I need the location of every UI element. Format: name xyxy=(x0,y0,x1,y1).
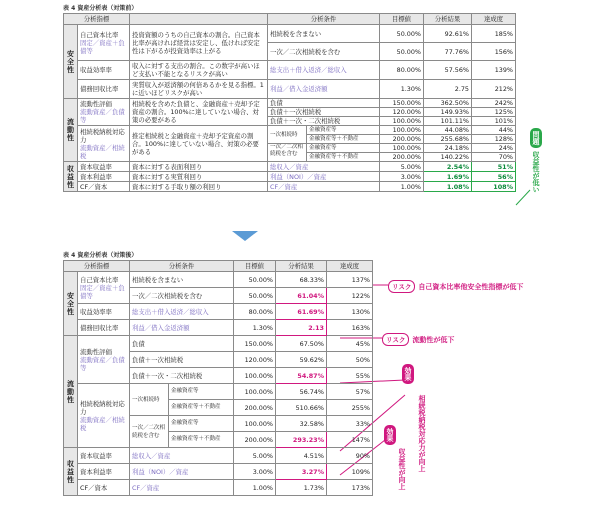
top-table-caption: 表 4 資産分析表（対策前） xyxy=(63,5,138,12)
effect-annotation-profit xyxy=(384,425,396,445)
condition-cell: 負債＋一次・二次相続税 xyxy=(130,368,234,384)
target-cell: 50.00% xyxy=(380,25,424,43)
section-label: 安全性 xyxy=(64,272,78,336)
condition-cell: 相続税を含まない xyxy=(268,25,380,43)
indicator-name: 収益効率率 xyxy=(78,304,130,320)
section-label: 流動性 xyxy=(64,336,78,448)
achievement-cell: 90% xyxy=(327,448,373,464)
condition-sub: 金融資産等 xyxy=(307,126,379,135)
table-row xyxy=(64,480,373,496)
indicator-name: 債務回収比率 xyxy=(78,80,130,99)
result-cell: 4.51% xyxy=(276,448,327,464)
achievement-cell: 147% xyxy=(327,432,373,448)
indicator-cell xyxy=(78,336,130,384)
result-cell-highlight: 3.27% xyxy=(276,464,327,480)
indicator-name: 資本利益率 xyxy=(78,172,130,182)
condition-cell: 一次／二次相続税を含む xyxy=(130,288,234,304)
achievement-cell: 45% xyxy=(327,336,373,352)
target-cell: 100.00% xyxy=(380,126,424,135)
condition-sub: 金融資産等＋不動産 xyxy=(171,404,221,410)
target-cell: 100.00% xyxy=(234,416,276,432)
condition-sub: 金融資産等 xyxy=(307,144,379,153)
condition-cell xyxy=(130,416,234,448)
indicator-desc: 資本に対する実質利回り xyxy=(130,172,268,182)
condition-cell: 負債 xyxy=(130,336,234,352)
condition-sub: 金融資産等 xyxy=(169,416,233,432)
bottom-analysis-table xyxy=(63,260,373,496)
achievement-cell: 109% xyxy=(327,464,373,480)
result-cell: 32.58% xyxy=(276,416,327,432)
target-cell: 100.00% xyxy=(234,368,276,384)
condition-main: 一次相続時 xyxy=(268,126,307,143)
achievement-cell-highlight: 51% xyxy=(472,162,516,172)
target-cell: 50.00% xyxy=(234,288,276,304)
indicator-sub: 流動資産／相続税 xyxy=(80,415,125,432)
target-cell: 3.00% xyxy=(234,464,276,480)
achievement-cell-highlight: 108% xyxy=(472,182,516,192)
section-label: 安全性 xyxy=(64,25,78,99)
target-cell: 100.00% xyxy=(380,144,424,153)
achievement-cell: 212% xyxy=(472,80,516,99)
achievement-cell: 24% xyxy=(472,144,516,153)
indicator-name: 流動性評価 xyxy=(80,347,112,356)
result-cell: 56.74% xyxy=(276,384,327,400)
condition-sub: 金融資産等＋不動産 xyxy=(309,154,359,160)
result-cell: 101.11% xyxy=(424,117,472,126)
indicator-name: 資本収益率 xyxy=(78,162,130,172)
target-cell: 200.00% xyxy=(380,135,424,144)
achievement-cell: 137% xyxy=(327,272,373,288)
condition-cell: 総収入／資産 xyxy=(130,448,234,464)
target-cell: 5.00% xyxy=(380,162,424,172)
achievement-cell: 125% xyxy=(472,108,516,117)
result-cell: 255.68% xyxy=(424,135,472,144)
table-row xyxy=(64,304,373,320)
target-cell: 3.00% xyxy=(380,172,424,182)
header-condition: 分析条件 xyxy=(130,261,234,272)
achievement-cell: 130% xyxy=(327,304,373,320)
result-cell: 24.18% xyxy=(424,144,472,153)
achievement-cell: 128% xyxy=(472,135,516,144)
indicator-name: 流動性評価 xyxy=(80,100,112,108)
achievement-cell: 156% xyxy=(472,43,516,61)
indicator-desc: 推定相続税と金融資産＋売却予定資産の割合。100%に達していない場合、対策の必要がある xyxy=(130,126,268,162)
indicator-name: 収益効率率 xyxy=(78,61,130,80)
result-cell: 2.75 xyxy=(424,80,472,99)
risk-text: 流動性が低下 xyxy=(412,335,455,344)
achievement-cell: 255% xyxy=(327,400,373,416)
indicator-name: 資本利益率 xyxy=(78,464,130,480)
target-cell: 1.30% xyxy=(234,320,276,336)
indicator-cell xyxy=(78,384,130,448)
header-achievement: 達成度 xyxy=(472,14,516,25)
achievement-cell: 33% xyxy=(327,416,373,432)
condition-cell: CF／資産 xyxy=(268,182,380,192)
result-cell-highlight: 1.08% xyxy=(424,182,472,192)
header-condition: 分析条件 xyxy=(268,14,380,25)
indicator-desc: 資本に対する表面利回り xyxy=(130,162,268,172)
achievement-cell: 122% xyxy=(327,288,373,304)
achievement-cell: 139% xyxy=(472,61,516,80)
indicator-desc: 資本に対する手取り額の利回り xyxy=(130,182,268,192)
table-row xyxy=(64,384,373,400)
effect-tag: 効果 xyxy=(402,364,414,384)
indicator-name: 自己資本比率 xyxy=(80,30,119,39)
result-cell: 44.08% xyxy=(424,126,472,135)
target-cell: 150.00% xyxy=(380,99,424,108)
achievement-cell: 57% xyxy=(327,384,373,400)
result-cell-highlight: 293.23% xyxy=(276,432,327,448)
result-cell-highlight: 54.87% xyxy=(276,368,327,384)
result-cell-highlight: 61.04% xyxy=(276,288,327,304)
condition-cell: CF／資産 xyxy=(130,480,234,496)
condition-main: 一次／二次相続税を含む xyxy=(130,416,169,447)
achievement-cell: 50% xyxy=(327,352,373,368)
section-label: 収益性 xyxy=(64,162,78,192)
condition-cell: 負債＋一次相続税 xyxy=(130,352,234,368)
condition-sub: 金融資産等＋不動産 xyxy=(171,436,221,442)
target-cell: 150.00% xyxy=(234,336,276,352)
condition-cell: 一次／二次相続税を含む xyxy=(268,43,380,61)
risk-annotation-safety xyxy=(388,280,523,293)
condition-sub: 金融資産等 xyxy=(169,384,233,400)
risk-tag: リスク xyxy=(388,280,415,293)
result-cell-highlight: 2.54% xyxy=(424,162,472,172)
result-cell: 57.56% xyxy=(424,61,472,80)
condition-cell: 利益（NOI）／資産 xyxy=(130,464,234,480)
indicator-sub: 固定／資産＋負債等 xyxy=(80,283,125,300)
problem-tag: 問題 xyxy=(530,128,542,148)
target-cell: 200.00% xyxy=(234,432,276,448)
result-cell: 149.93% xyxy=(424,108,472,117)
achievement-cell: 101% xyxy=(472,117,516,126)
indicator-name: 自己資本比率 xyxy=(80,275,119,284)
risk-text: 自己資本比率他安全性指標が低下 xyxy=(418,282,524,291)
result-cell: 140.22% xyxy=(424,153,472,162)
table-row xyxy=(64,272,373,288)
result-cell: 362.50% xyxy=(424,99,472,108)
indicator-sub: 流動資産／負債等 xyxy=(80,355,125,372)
indicator-sub: 固定／資産＋負債等 xyxy=(80,38,125,55)
table-header-row xyxy=(64,261,373,272)
result-cell: 59.62% xyxy=(276,352,327,368)
risk-tag: リスク xyxy=(382,333,409,346)
result-cell: 67.50% xyxy=(276,336,327,352)
target-cell: 100.00% xyxy=(380,117,424,126)
condition-main: 一次相続時 xyxy=(130,384,169,415)
header-achievement: 達成度 xyxy=(327,261,373,272)
indicator-desc: 実質収入が返済額の何倍あるかを見る指標。1に近いほどリスクが高い xyxy=(130,80,268,99)
target-cell: 1.30% xyxy=(380,80,424,99)
header-result: 分析結果 xyxy=(424,14,472,25)
risk-annotation-liquidity xyxy=(382,333,454,346)
indicator-desc: 投資資額のうちの自己資本の割合。自己資本比率が高ければ経営は安定し、低ければ安定性は下がるが投資効率は上がる xyxy=(130,25,268,61)
achievement-cell: 185% xyxy=(472,25,516,43)
achievement-cell: 163% xyxy=(327,320,373,336)
condition-cell: 総支出＋借入返済／総収入 xyxy=(268,61,380,80)
down-arrow-icon xyxy=(232,231,258,241)
condition-cell: 負債 xyxy=(268,99,380,108)
result-cell-highlight: 1.69% xyxy=(424,172,472,182)
problem-text: 収益性が低い xyxy=(532,151,540,193)
target-cell: 120.00% xyxy=(234,352,276,368)
table-row xyxy=(64,336,373,352)
result-cell-highlight: 61.69% xyxy=(276,304,327,320)
indicator-name: 相続税納税対応力 xyxy=(80,127,125,144)
header-result: 分析結果 xyxy=(276,261,327,272)
green-connector-line xyxy=(516,190,530,205)
condition-cell: 利益／借入金返済額 xyxy=(130,320,234,336)
indicator-sub: 流動資産／負債等 xyxy=(80,108,125,124)
target-cell: 80.00% xyxy=(234,304,276,320)
target-cell: 80.00% xyxy=(380,61,424,80)
indicator-name: 相続税納税対応力 xyxy=(80,399,125,416)
condition-cell xyxy=(130,384,234,416)
effect-annotation-tax xyxy=(402,364,414,384)
target-cell: 5.00% xyxy=(234,448,276,464)
result-cell-highlight: 2.13 xyxy=(276,320,327,336)
section-label: 流動性 xyxy=(64,99,78,162)
bottom-table-caption: 表 4 資産分析表（対策後） xyxy=(63,252,138,259)
achievement-cell: 44% xyxy=(472,126,516,135)
result-cell: 1.73% xyxy=(276,480,327,496)
target-cell: 200.00% xyxy=(234,400,276,416)
condition-cell: 負債＋一次・二次相続税 xyxy=(268,117,380,126)
condition-cell: 総収入／資産 xyxy=(268,162,380,172)
indicator-name: CF／資本 xyxy=(78,480,130,496)
condition-cell: 利益／借入金返済額 xyxy=(268,80,380,99)
target-cell: 100.00% xyxy=(234,384,276,400)
effect-text: 収益性が向上 xyxy=(398,448,406,490)
result-cell: 92.61% xyxy=(424,25,472,43)
table-row xyxy=(64,464,373,480)
header-target: 目標値 xyxy=(234,261,276,272)
condition-cell: 負債＋一次相続税 xyxy=(268,108,380,117)
result-cell: 77.76% xyxy=(424,43,472,61)
condition-main: 一次／二次相続税を含む xyxy=(268,144,307,161)
effect-tag: 効果 xyxy=(384,425,396,445)
indicator-name: CF／資本 xyxy=(78,182,130,192)
target-cell: 200.00% xyxy=(380,153,424,162)
table-row xyxy=(64,448,373,464)
condition-cell: 相続税を含まない xyxy=(130,272,234,288)
achievement-cell: 55% xyxy=(327,368,373,384)
header-target: 目標値 xyxy=(380,14,424,25)
condition-cell: 総支出＋借入返済／総収入 xyxy=(130,304,234,320)
indicator-cell xyxy=(78,272,130,304)
indicator-desc: 収入に対する支出の割合。この数字が高いほど支払い不能となるリスクが高い xyxy=(130,61,268,80)
table-row xyxy=(64,320,373,336)
header-indicator: 分析指標 xyxy=(64,261,130,272)
header-indicator: 分析指標 xyxy=(64,14,130,25)
achievement-cell: 173% xyxy=(327,480,373,496)
target-cell: 120.00% xyxy=(380,108,424,117)
effect-text: 相続税納税対応力が向上 xyxy=(418,395,426,472)
indicator-desc: 相続税を含めた負債と、金融資産＋売却予定資産の割合。100%に達していない場合、対策の必要がある xyxy=(130,99,268,126)
achievement-cell-highlight: 56% xyxy=(472,172,516,182)
indicator-name: 債務回収比率 xyxy=(78,320,130,336)
condition-cell: 利益（NOI）／資産 xyxy=(268,172,380,182)
achievement-cell: 70% xyxy=(472,153,516,162)
condition-sub: 金融資産等＋不動産 xyxy=(309,136,359,142)
indicator-name: 資本収益率 xyxy=(78,448,130,464)
result-cell: 68.33% xyxy=(276,272,327,288)
target-cell: 1.00% xyxy=(234,480,276,496)
problem-annotation xyxy=(530,128,542,193)
target-cell: 50.00% xyxy=(234,272,276,288)
indicator-sub: 流動資産／相続税 xyxy=(80,143,125,160)
achievement-cell: 242% xyxy=(472,99,516,108)
target-cell: 50.00% xyxy=(380,43,424,61)
target-cell: 1.00% xyxy=(380,182,424,192)
result-cell: 510.66% xyxy=(276,400,327,416)
section-label: 収益性 xyxy=(64,448,78,496)
